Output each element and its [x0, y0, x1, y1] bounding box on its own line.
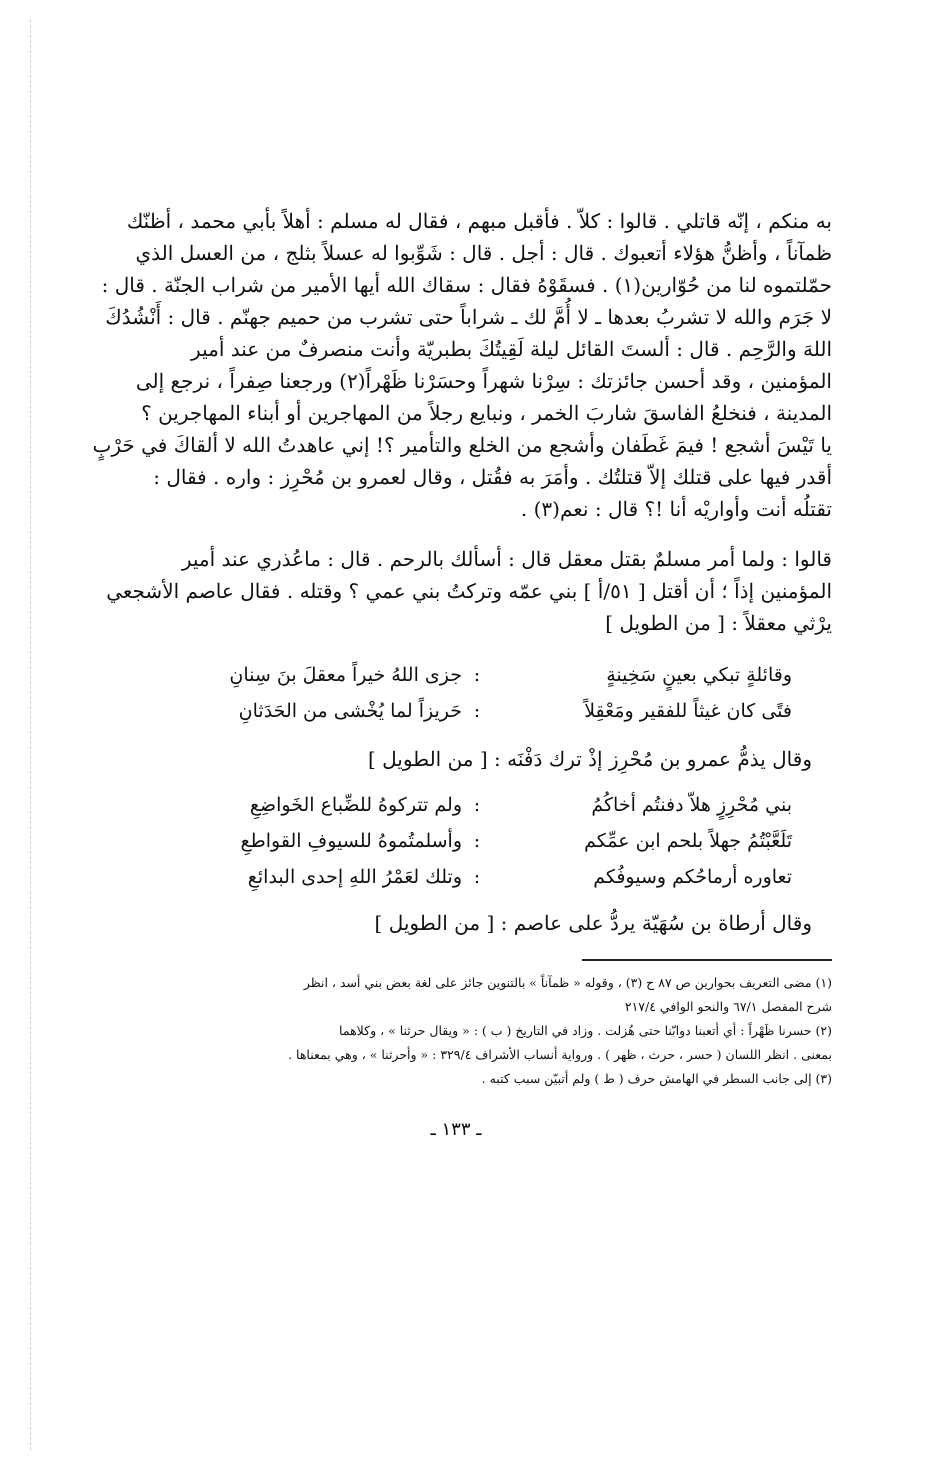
text-line: تقتلُه أنت وأواريْه أنا !؟ قال : نعم(٣) . — [520, 497, 832, 521]
text-line: المدينة ، فنخلعُ الفاسقَ شاربَ الخمر ، ونبايع رجلاً من المهاجرين أو أبناء المهاجرين ؟ — [141, 401, 832, 425]
verse-first-hemistich: فتًى كان غيثاً للفقير ومَعْقِلاً — [584, 700, 792, 722]
footnote-line: شرح المفصل ٦٧/١ والنحو الوافي ٢١٧/٤ — [624, 999, 832, 1014]
verse-first-hemistich: وقائلةٍ تبكي بعينٍ سَخِينةٍ — [606, 664, 792, 686]
verse-separator: : — [473, 830, 481, 852]
poem-intro-3: وقال أرطاة بن سُهَيّة يردُّ على عاصم : [ من الطويل ] — [374, 911, 812, 935]
verse-second-hemistich: ولم تتركوهُ للضِّباع الخَواضِعِ — [249, 794, 462, 816]
verse-second-hemistich: حَريزاً لما يُخْشى من الحَدَثانِ — [238, 700, 462, 722]
verse-second-hemistich: جزى اللهُ خيراً معقلَ بنَ سِنانِ — [229, 664, 462, 686]
verse-first-hemistich: تَلَعَّبْتُمُ جهلاً بلحم ابن عمِّكم — [584, 830, 792, 852]
book-page — [80, 205, 832, 1140]
poem-2 — [80, 787, 832, 895]
text-line: أقدر فيها على قتلك إلاّ قتلتُك . وأمَرَ به فقُتل ، وقال لعمرو بن مُحْرِز : واره . فقال : — [153, 465, 832, 489]
verse-first-hemistich: بني مُحْرِزٍ هلاّ دفنتُم أخاكُمُ — [591, 794, 792, 816]
verse-second-hemistich: وأسلمتُموهُ للسيوفِ القواطعِ — [240, 830, 462, 852]
poem-intro-2: وقال يذمُّ عمرو بن مُحْرِز إذْ ترك دَفْنَه : [ من الطويل ] — [367, 747, 812, 771]
text-line: اللهَ والرَّحِم . قال : ألستَ القائل ليلة لَقِيتُكَ بطبريّة وأنت منصرفٌ من عند أمير — [191, 337, 832, 361]
verse — [80, 823, 792, 859]
paragraph-2 — [80, 543, 832, 639]
footnote-rule — [582, 959, 832, 961]
scan-edge — [30, 20, 31, 1450]
verse-separator: : — [473, 794, 481, 816]
text-line: حمّلتموه لنا من حُوّارين(١) . فسقَوْهُ فقال : سقاك الله أيها الأمير من شراب الجنّة . قال : — [101, 273, 832, 297]
poem-1 — [80, 657, 832, 729]
verse-second-hemistich: وتلك لعَمْرُ اللهِ إحدى البدائعِ — [247, 866, 462, 888]
text-line: يا تَيْسَ أشجع ! فيمَ غَطَفان وأشجع من الخلع والتأمير ؟! إني عاهدتُ الله لا ألقاكَ في حَرْبٍ — [92, 433, 832, 457]
verse — [80, 657, 792, 693]
text-line: يرْثي معقلاً : [ من الطويل ] — [605, 611, 832, 635]
verse-separator: : — [473, 866, 481, 888]
footnote-line: (٣) إلى جانب السطر في الهامش حرف ( ط ) ولم أتبيّن سبب كتبه . — [481, 1071, 832, 1086]
verse-separator: : — [473, 664, 481, 686]
footnotes — [80, 971, 832, 1091]
footnote-line: (١) مضى التعريف بحوارين ص ٨٧ ح (٣) ، وقوله « ظمآناً » بالتنوين جائز على لغة بعض بني أسد ، انظر — [303, 975, 832, 990]
paragraph-1 — [80, 205, 832, 525]
text-line: ظمآناً ، وأظنُّ هؤلاء أتعبوك . قال : أجل . قال : شَوِّبوا له عسلاً بثلج ، من العسل الذي — [135, 241, 832, 265]
text-line: قالوا : ولما أمر مسلمٌ بقتل معقل قال : أسألك بالرحم . قال : ماعُذري عند أمير — [181, 547, 832, 571]
footnote-line: بمعنى . انظر اللسان ( حسر ، حرث ، ظهر ) . ورواية أنساب الأشراف ٣٢٩/٤ : « وأحرثنا » ، وهي بمعناها . — [288, 1047, 832, 1062]
page-number: ـ ١٣٣ ـ — [430, 1119, 482, 1140]
text-line: لا جَرَم والله لا تشربُ بعدها ـ لا أُمَّ لك ـ شراباً حتى تشرب من حميم جهنّم . قال : أَنْشُدُكَ — [105, 305, 832, 329]
text-line: المؤمنين ، وقد أحسن جائزتك : سِرْنا شهراً وحسَرْنا ظَهْراً(٢) ورجعنا صِفراً ، نرجع إلى — [135, 369, 832, 393]
verse — [80, 693, 792, 729]
text-line: المؤمنين إذاً ؛ أن أقتل [ ٥١/أ ] بني عمّه وتركتُ بني عمي ؟ وقتله . فقال عاصم الأشجعي — [106, 579, 832, 603]
text-line: به منكم ، إنّه قاتلي . قالوا : كلاّ . فأقبل مبهم ، فقال له مسلم : أهلاً بأبي محمد ، أظنّك — [126, 209, 832, 233]
verse — [80, 859, 792, 895]
verse-first-hemistich: تعاوره أرماحُكم وسيوفُكم — [593, 866, 792, 888]
verse — [80, 787, 792, 823]
footnote-line: (٢) حسرنا ظَهْراً : أي أتعبنا دوابّنا حتى هُزلت . وزاد في التاريخ ( ب ) : « ويقال حرثنا » ، وكلاهما — [339, 1023, 832, 1038]
verse-separator: : — [473, 700, 481, 722]
